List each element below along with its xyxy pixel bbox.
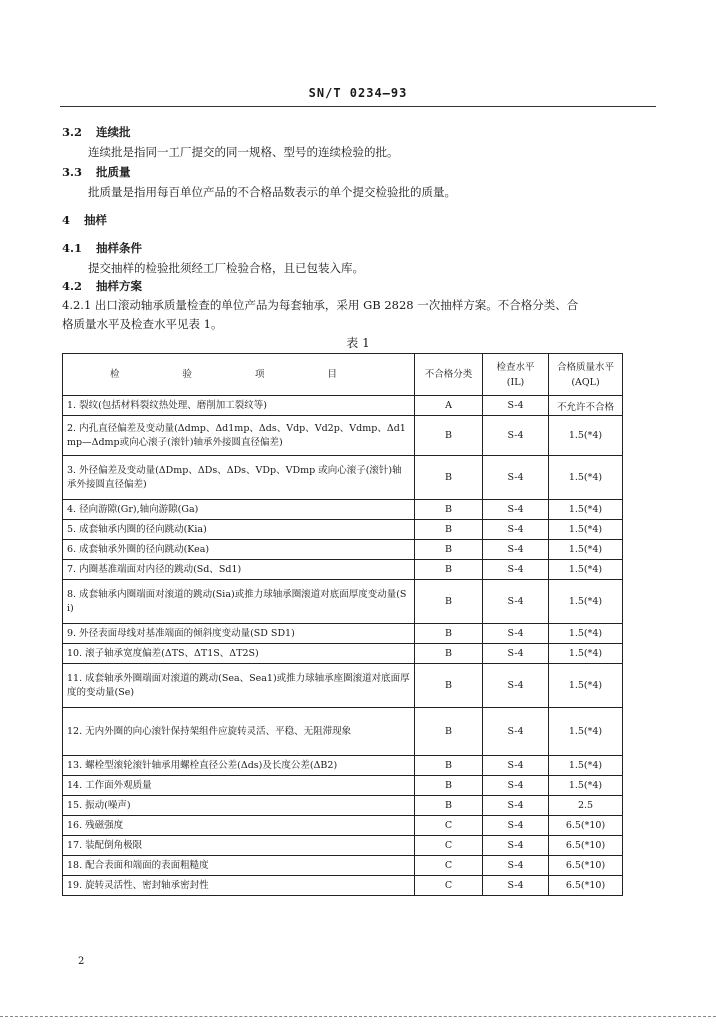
row-inspection-level: S-4 <box>483 856 549 876</box>
row-inspection-level: S-4 <box>483 876 549 896</box>
table-row <box>63 756 623 776</box>
row-category: B <box>415 664 483 708</box>
row-item: 10. 滚子轴承宽度偏差(ΔTS、ΔT1S、ΔT2S) <box>63 644 415 664</box>
page-number: 2 <box>78 956 85 967</box>
para-4-2-1-line2: 格质量水平及检查水平见表 1。 <box>62 317 223 331</box>
row-item: 1. 裂纹(包括材料裂纹热处理、磨削加工裂纹等) <box>63 396 415 416</box>
row-aql: 6.5(*10) <box>549 876 623 896</box>
section-title: 抽样 <box>84 213 107 227</box>
row-aql: 不允许不合格 <box>549 396 623 416</box>
row-item: 4. 径向游隙(Gr),轴向游隙(Ga) <box>63 500 415 520</box>
table-row <box>63 664 623 708</box>
row-inspection-level: S-4 <box>483 664 549 708</box>
section-4-1-body: 提交抽样的检验批须经工厂检验合格，且已包装入库。 <box>88 261 364 275</box>
section-title: 抽样条件 <box>96 241 142 255</box>
row-inspection-level: S-4 <box>483 456 549 500</box>
row-item: 12. 无内外圈的向心滚针保持架组件应旋转灵活、平稳、无阻滞现象 <box>63 708 415 756</box>
row-aql: 6.5(*10) <box>549 836 623 856</box>
table-row <box>63 416 623 456</box>
row-item: 3. 外径偏差及变动量(ΔDmp、ΔDs、ΔDs、VDp、VDmp 或向心滚子(滚针)轴承外接圆直径偏差) <box>63 456 415 500</box>
row-item: 6. 成套轴承外圈的径向跳动(Kea) <box>63 540 415 560</box>
table-row <box>63 796 623 816</box>
table-row <box>63 500 623 520</box>
row-item: 13. 螺栓型滚轮滚针轴承用螺栓直径公差(Δds)及长度公差(ΔB2) <box>63 756 415 776</box>
row-inspection-level: S-4 <box>483 776 549 796</box>
table-row <box>63 776 623 796</box>
section-number: 4.1 <box>62 241 83 255</box>
row-aql: 1.5(*4) <box>549 520 623 540</box>
row-aql: 1.5(*4) <box>549 624 623 644</box>
row-item: 15. 振动(噪声) <box>63 796 415 816</box>
section-title: 批质量 <box>96 165 131 179</box>
row-category: B <box>415 776 483 796</box>
row-category: B <box>415 644 483 664</box>
row-aql: 1.5(*4) <box>549 756 623 776</box>
table-row <box>63 644 623 664</box>
section-number: 4 <box>62 213 71 227</box>
row-inspection-level: S-4 <box>483 708 549 756</box>
row-aql: 1.5(*4) <box>549 540 623 560</box>
row-inspection-level: S-4 <box>483 836 549 856</box>
row-aql: 1.5(*4) <box>549 580 623 624</box>
row-category: B <box>415 520 483 540</box>
row-category: C <box>415 816 483 836</box>
row-category: C <box>415 836 483 856</box>
table-row <box>63 456 623 500</box>
row-item: 18. 配合表面和端面的表面粗糙度 <box>63 856 415 876</box>
row-inspection-level: S-4 <box>483 580 549 624</box>
row-item: 7. 内圈基准端面对内径的跳动(Sd、Sd1) <box>63 560 415 580</box>
row-item: 17. 装配倒角极限 <box>63 836 415 856</box>
row-category: B <box>415 540 483 560</box>
table-row <box>63 396 623 416</box>
table-row <box>63 540 623 560</box>
section-4-1-heading <box>62 240 142 256</box>
row-aql: 6.5(*10) <box>549 816 623 836</box>
section-title: 抽样方案 <box>96 279 142 293</box>
table-row <box>63 836 623 856</box>
row-category: B <box>415 456 483 500</box>
header-category: 不合格分类 <box>415 354 483 396</box>
section-3-2-heading <box>62 124 131 140</box>
table-row <box>63 856 623 876</box>
row-category: B <box>415 560 483 580</box>
row-item: 2. 内孔直径偏差及变动量(Δdmp、Δd1mp、Δds、Vdp、Vd2p、Vdmp、Δd1mp—Δdmp或向心滚子(滚针)轴承外接圆直径偏差) <box>63 416 415 456</box>
row-category: B <box>415 708 483 756</box>
row-inspection-level: S-4 <box>483 796 549 816</box>
table-row <box>63 708 623 756</box>
table-title: 表 1 <box>346 336 370 350</box>
section-3-3-heading <box>62 164 131 180</box>
row-category: C <box>415 876 483 896</box>
row-item: 16. 残磁强度 <box>63 816 415 836</box>
row-aql: 1.5(*4) <box>549 708 623 756</box>
header-rule <box>60 106 656 107</box>
row-aql: 6.5(*10) <box>549 856 623 876</box>
section-number: 4.2 <box>62 279 83 293</box>
row-aql: 1.5(*4) <box>549 560 623 580</box>
row-inspection-level: S-4 <box>483 560 549 580</box>
row-category: B <box>415 416 483 456</box>
header-inspection-level: 检查水平 (IL) <box>483 354 549 396</box>
section-number: 3.3 <box>62 165 83 179</box>
row-inspection-level: S-4 <box>483 396 549 416</box>
table-row <box>63 876 623 896</box>
row-aql: 1.5(*4) <box>549 664 623 708</box>
standard-code-header: SN/T 0234—93 <box>308 86 408 100</box>
row-aql: 1.5(*4) <box>549 456 623 500</box>
row-inspection-level: S-4 <box>483 520 549 540</box>
row-inspection-level: S-4 <box>483 540 549 560</box>
row-aql: 1.5(*4) <box>549 644 623 664</box>
section-4-2-heading <box>62 278 142 294</box>
row-category: B <box>415 796 483 816</box>
row-inspection-level: S-4 <box>483 624 549 644</box>
row-aql: 1.5(*4) <box>549 500 623 520</box>
header-aql: 合格质量水平 (AQL) <box>549 354 623 396</box>
row-inspection-level: S-4 <box>483 644 549 664</box>
row-item: 14. 工作面外观质量 <box>63 776 415 796</box>
section-3-3-body: 批质量是指用每百单位产品的不合格品数表示的单个提交检验批的质量。 <box>88 185 456 199</box>
row-item: 19. 旋转灵活性、密封轴承密封性 <box>63 876 415 896</box>
row-aql: 1.5(*4) <box>549 776 623 796</box>
table-row <box>63 816 623 836</box>
row-aql: 1.5(*4) <box>549 416 623 456</box>
row-inspection-level: S-4 <box>483 416 549 456</box>
row-category: B <box>415 580 483 624</box>
section-4-heading <box>62 212 107 228</box>
inspection-table <box>62 353 623 896</box>
section-title: 连续批 <box>96 125 131 139</box>
table-header-row <box>63 354 623 396</box>
table-row <box>63 580 623 624</box>
row-item: 8. 成套轴承内圈端面对滚道的跳动(Sia)或推力球轴承圈滚道对底面厚度变动量(Si) <box>63 580 415 624</box>
section-3-2-body: 连续批是指同一工厂提交的同一规格、型号的连续检验的批。 <box>88 145 399 159</box>
row-inspection-level: S-4 <box>483 816 549 836</box>
row-item: 11. 成套轴承外圈端面对滚道的跳动(Sea、Sea1)或推力球轴承座圈滚道对底面厚度的变动量(Se) <box>63 664 415 708</box>
row-item: 9. 外径表面母线对基准端面的倾斜度变动量(SD SD1) <box>63 624 415 644</box>
header-item: 检 验 项 目 <box>63 354 415 396</box>
table-row <box>63 624 623 644</box>
row-category: B <box>415 624 483 644</box>
row-item: 5. 成套轴承内圈的径向跳动(Kia) <box>63 520 415 540</box>
row-category: B <box>415 756 483 776</box>
row-category: A <box>415 396 483 416</box>
row-inspection-level: S-4 <box>483 756 549 776</box>
row-aql: 2.5 <box>549 796 623 816</box>
table-row <box>63 520 623 540</box>
row-category: B <box>415 500 483 520</box>
para-4-2-1-line1: 4.2.1 出口滚动轴承质量检查的单位产品为每套轴承，采用 GB 2828 一次抽样方案。不合格分类、合 <box>62 298 579 312</box>
row-category: C <box>415 856 483 876</box>
row-inspection-level: S-4 <box>483 500 549 520</box>
table-row <box>63 560 623 580</box>
bottom-rule <box>0 1016 716 1017</box>
section-number: 3.2 <box>62 125 83 139</box>
